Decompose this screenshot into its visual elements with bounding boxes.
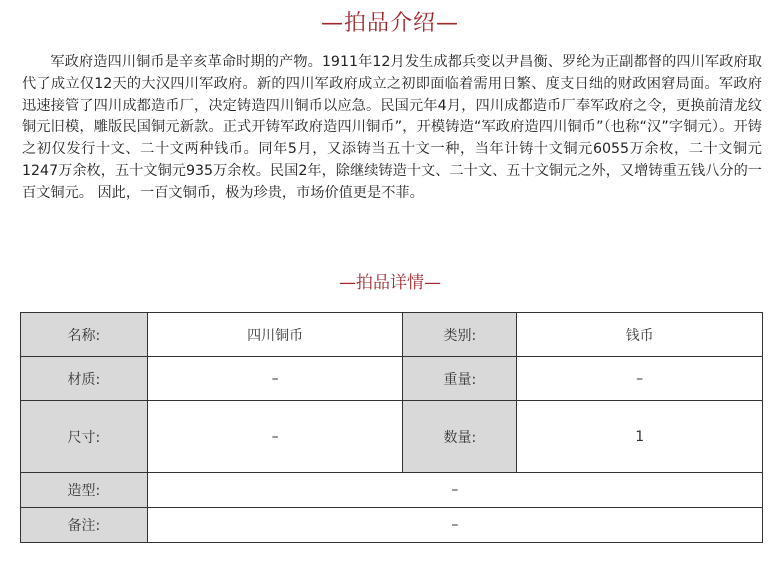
- details-title: —拍品详情—: [339, 273, 441, 293]
- table-row: [21, 473, 763, 508]
- table-row: [21, 401, 763, 473]
- quantity-value: 1: [517, 401, 763, 473]
- shape-label: 造型:: [21, 473, 148, 508]
- size-label: 尺寸:: [21, 401, 148, 473]
- weight-label: 重量:: [403, 357, 517, 401]
- material-label: 材质:: [21, 357, 148, 401]
- table-row: [21, 313, 763, 357]
- details-table: [20, 312, 763, 543]
- table-row: [21, 508, 763, 543]
- material-value: –: [147, 357, 403, 401]
- weight-value: –: [517, 357, 763, 401]
- name-value: 四川铜币: [147, 313, 403, 357]
- quantity-label: 数量:: [403, 401, 517, 473]
- category-label: 类别:: [403, 313, 517, 357]
- intro-text: 军政府造四川铜币是辛亥革命时期的产物。1911年12月发生成都兵变以尹昌衡、罗纶为正副都督的四川军政府取代了成立仅12天的大汉四川军政府。新的四川军政府成立之初即面临着需用日繁、度支日绌的财政困窘局面。军政府迅速接管了四川成都造币厂，决定铸造四川铜币以应急。民国元年4月，四川成都造币厂奉军政府之令，更换前清龙纹铜元旧模，雕版民国铜元新款。正式开铸军政府造四川铜币”，开模铸造“军政府造四川铜币”（也称“汉”字铜元）。开铸之初仅发行十文、二十文两种钱币。同年5月，又添铸当五十文一种，当年计铸十文铜元6055万余枚，二十文铜元1247万余枚，五十文铜元935万余枚。民国2年，除继续铸造十文、二十文、五十文铜元之外，又增铸重五钱八分的一百文铜元。 因此，一百文铜币，极为珍贵，市场价值更是不菲。: [22, 54, 762, 201]
- table-row: [21, 357, 763, 401]
- remark-value: –: [147, 508, 762, 543]
- intro-title: —拍品介绍—: [320, 11, 459, 36]
- size-value: –: [147, 401, 403, 473]
- shape-value: –: [147, 473, 762, 508]
- remark-label: 备注:: [21, 508, 148, 543]
- category-value: 钱币: [517, 313, 763, 357]
- name-label: 名称:: [21, 313, 148, 357]
